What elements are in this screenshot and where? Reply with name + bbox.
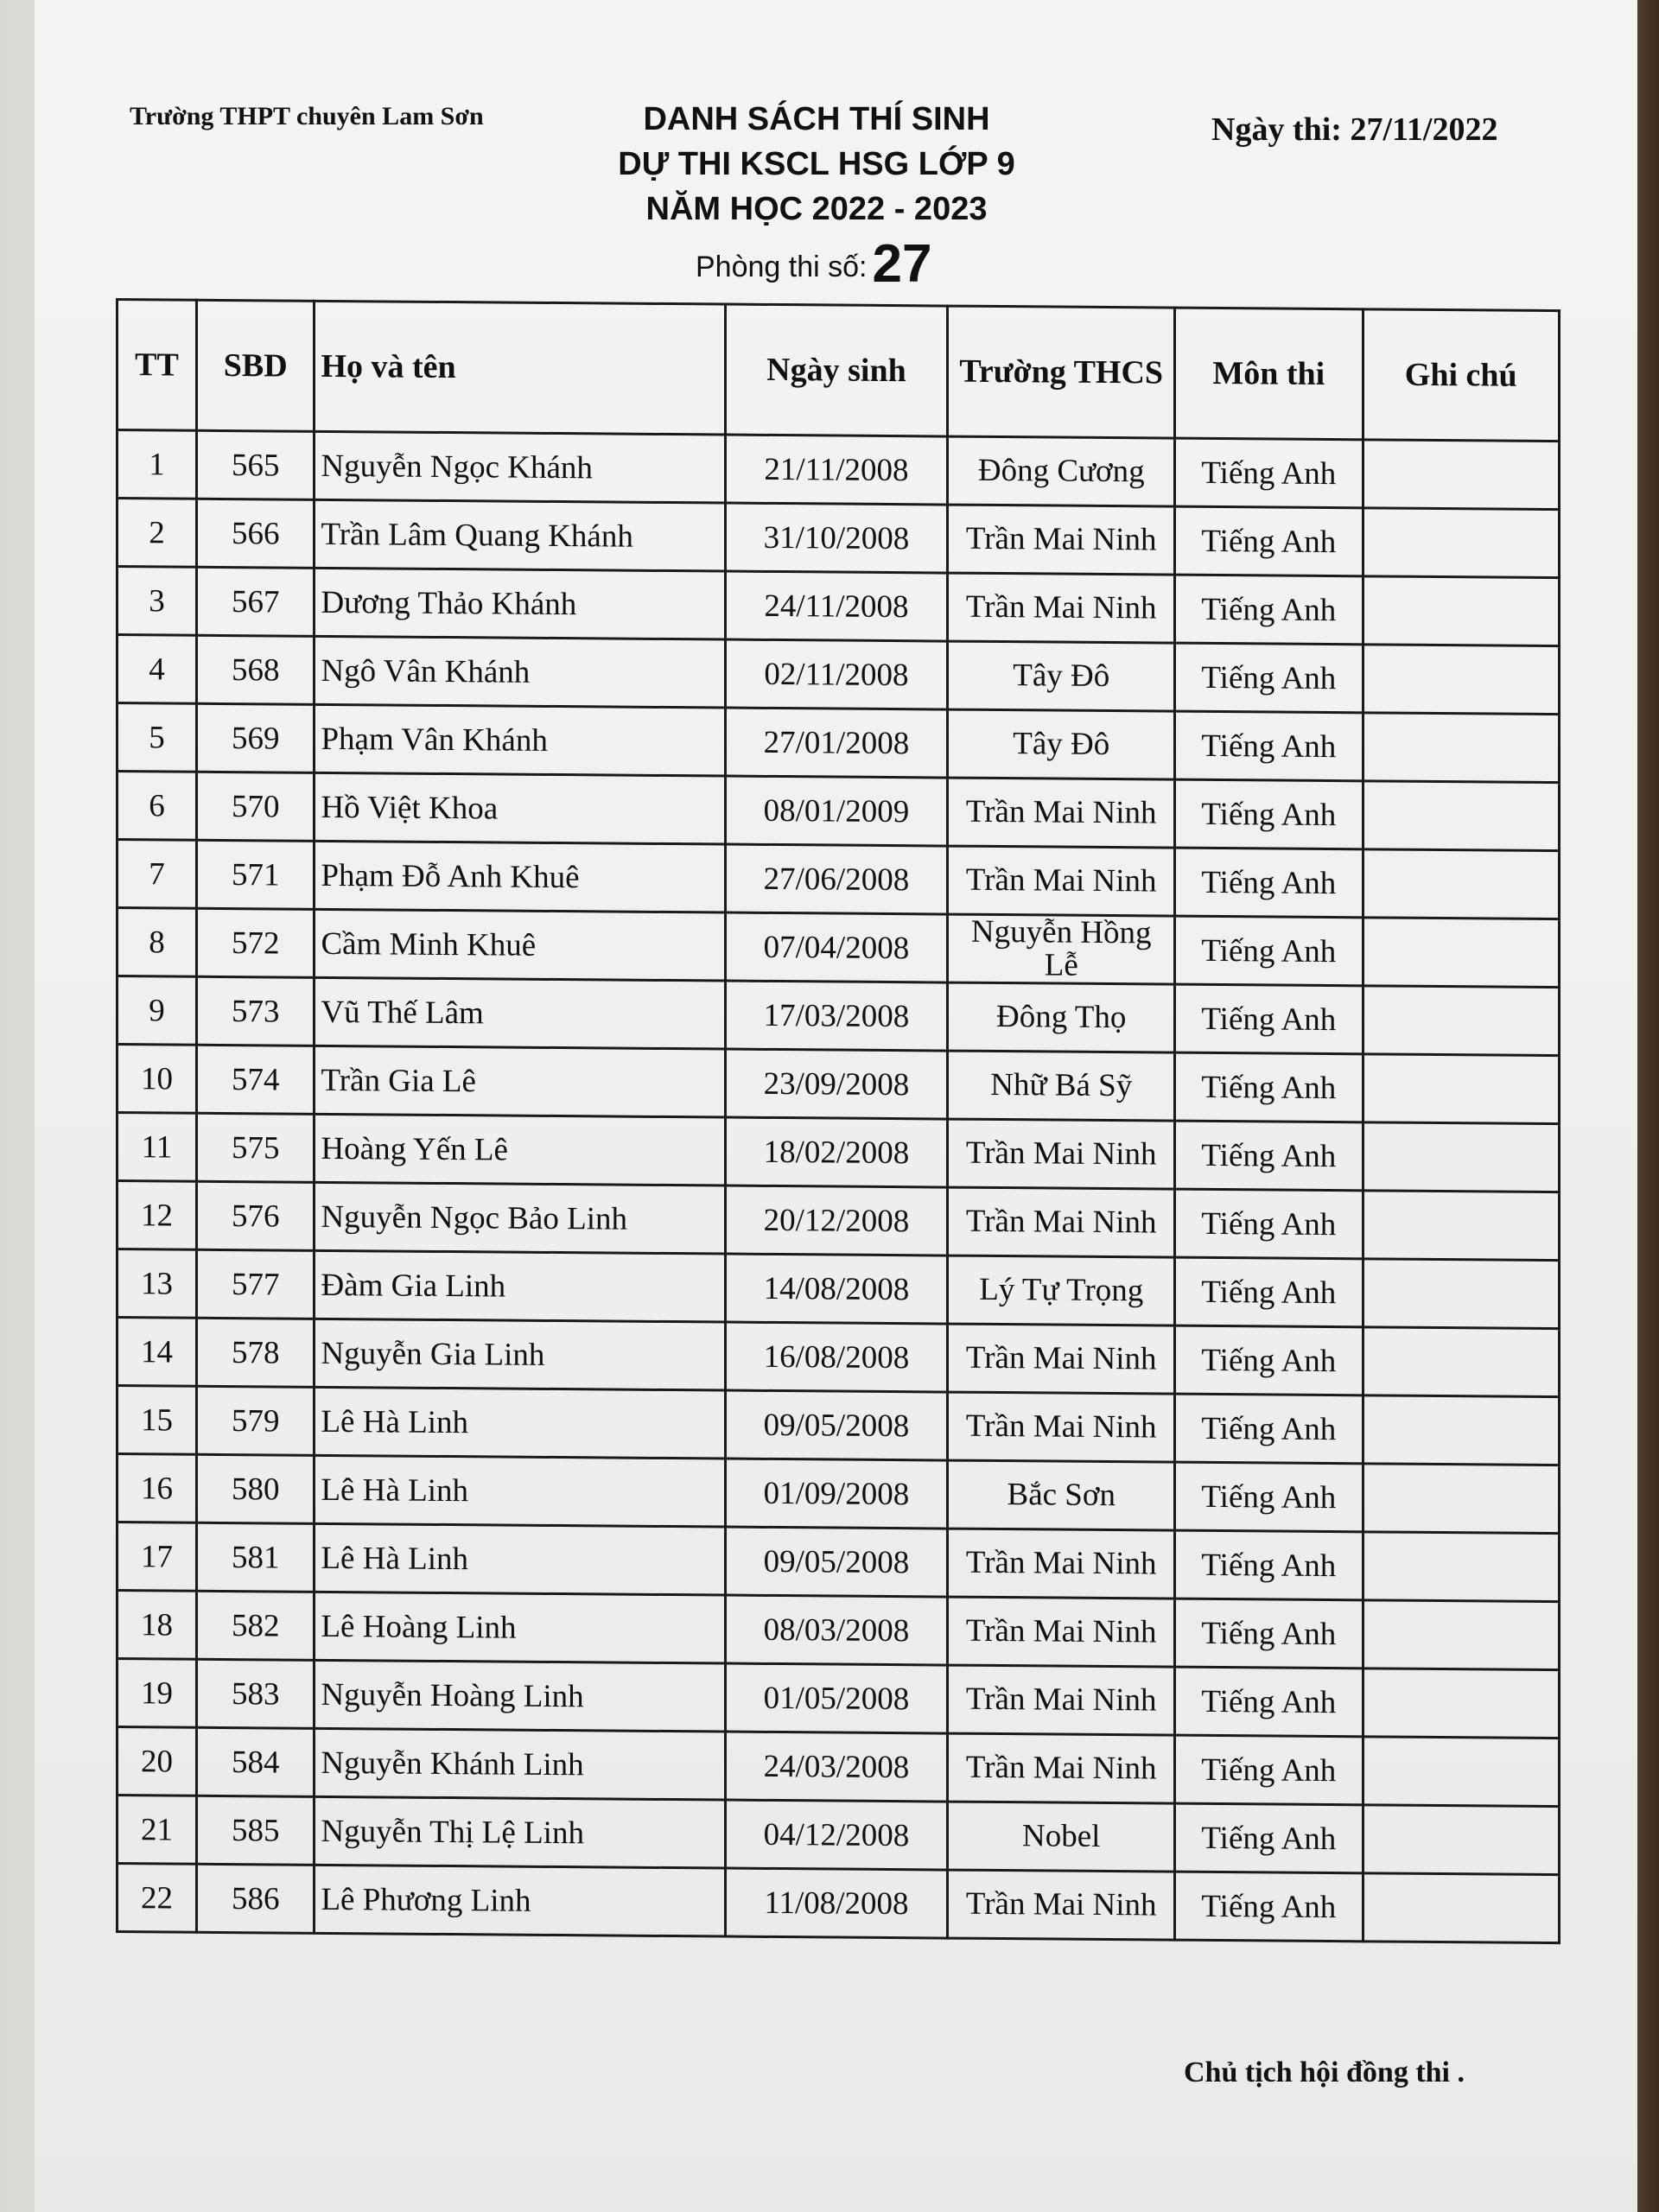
cell-tt: 10 xyxy=(118,1045,197,1114)
header-subject: Môn thi xyxy=(1175,308,1363,440)
cell-name: Hoàng Yến Lê xyxy=(315,1114,725,1185)
cell-subject: Tiếng Anh xyxy=(1175,848,1363,918)
cell-subject: Tiếng Anh xyxy=(1175,1394,1363,1464)
cell-sbd: 566 xyxy=(196,499,314,568)
cell-sbd: 575 xyxy=(196,1113,314,1182)
cell-sbd: 571 xyxy=(196,840,314,909)
cell-dob: 24/11/2008 xyxy=(725,571,948,641)
cell-note xyxy=(1363,781,1560,851)
cell-dob: 27/01/2008 xyxy=(725,708,948,778)
cell-subject: Tiếng Anh xyxy=(1175,1325,1363,1395)
cell-tt: 13 xyxy=(118,1249,197,1319)
cell-note xyxy=(1363,440,1560,510)
cell-name: Phạm Vân Khánh xyxy=(315,704,725,776)
table-row xyxy=(118,1522,1560,1602)
cell-name: Phạm Đỗ Anh Khuê xyxy=(315,841,725,912)
table-row xyxy=(118,1659,1560,1738)
table-row xyxy=(118,1386,1560,1465)
cell-name: Vũ Thế Lâm xyxy=(315,977,725,1049)
cell-note xyxy=(1363,1737,1560,1807)
cell-dob: 23/09/2008 xyxy=(725,1049,948,1119)
cell-tt: 19 xyxy=(118,1659,197,1728)
cell-school: Trần Mai Ninh xyxy=(948,778,1175,848)
cell-dob: 04/12/2008 xyxy=(725,1800,948,1870)
cell-note xyxy=(1363,918,1560,988)
cell-school: Trần Mai Ninh xyxy=(948,505,1175,575)
cell-school: Trần Mai Ninh xyxy=(948,1187,1175,1257)
cell-school: Trần Mai Ninh xyxy=(948,1119,1175,1189)
cell-school: Đông Thọ xyxy=(948,982,1175,1052)
cell-sbd: 574 xyxy=(196,1045,314,1114)
cell-tt: 3 xyxy=(118,567,197,636)
title-line-2: DỰ THI KSCL HSG LỚP 9 xyxy=(618,146,1015,182)
cell-subject: Tiếng Anh xyxy=(1175,1257,1363,1327)
title-line-3: NĂM HỌC 2022 - 2023 xyxy=(645,191,988,227)
cell-note xyxy=(1363,849,1560,919)
header-sbd: SBD xyxy=(196,300,314,431)
school-name: Trường THPT chuyên Lam Sơn xyxy=(130,102,484,130)
room-label: Phòng thi số: xyxy=(696,251,868,283)
header-tt: TT xyxy=(118,300,197,431)
cell-name: Nguyễn Thị Lệ Linh xyxy=(315,1796,725,1868)
cell-name: Nguyễn Hoàng Linh xyxy=(315,1660,725,1732)
cell-tt: 8 xyxy=(118,908,197,977)
cell-note xyxy=(1363,1327,1560,1397)
cell-dob: 01/09/2008 xyxy=(725,1459,948,1529)
table-row xyxy=(118,635,1560,715)
cell-subject: Tiếng Anh xyxy=(1175,1462,1363,1532)
cell-dob: 09/05/2008 xyxy=(725,1390,948,1460)
cell-tt: 1 xyxy=(118,430,197,499)
cell-subject: Tiếng Anh xyxy=(1175,779,1363,849)
cell-dob: 11/08/2008 xyxy=(725,1868,948,1938)
table-row xyxy=(118,703,1560,783)
cell-sbd: 570 xyxy=(196,772,314,841)
cell-sbd: 583 xyxy=(196,1659,314,1728)
table-row xyxy=(118,1249,1560,1329)
cell-note xyxy=(1363,1805,1560,1875)
cell-sbd: 579 xyxy=(196,1386,314,1455)
header-school: Trường THCS xyxy=(948,306,1175,438)
cell-sbd: 578 xyxy=(196,1318,314,1387)
cell-school: Trần Mai Ninh xyxy=(948,1392,1175,1462)
cell-dob: 27/06/2008 xyxy=(725,844,948,914)
header-name: Họ và tên xyxy=(315,301,725,435)
cell-dob: 02/11/2008 xyxy=(725,639,948,709)
cell-sbd: 573 xyxy=(196,976,314,1046)
table-row xyxy=(118,1796,1560,1875)
cell-sbd: 585 xyxy=(196,1796,314,1865)
cell-subject: Tiếng Anh xyxy=(1175,916,1363,986)
cell-tt: 4 xyxy=(118,635,197,704)
cell-subject: Tiếng Anh xyxy=(1175,711,1363,781)
cell-school: Trần Mai Ninh xyxy=(948,573,1175,643)
cell-subject: Tiếng Anh xyxy=(1175,1530,1363,1600)
cell-note xyxy=(1363,645,1560,715)
cell-dob: 18/02/2008 xyxy=(725,1117,948,1187)
cell-school: Trần Mai Ninh xyxy=(948,1870,1175,1940)
cell-note xyxy=(1363,1395,1560,1465)
document-title xyxy=(493,97,1141,232)
cell-dob: 14/08/2008 xyxy=(725,1254,948,1324)
cell-note xyxy=(1363,1191,1560,1261)
cell-school: Đông Cương xyxy=(948,436,1175,506)
cell-note xyxy=(1363,986,1560,1056)
cell-note xyxy=(1363,1259,1560,1329)
cell-school: Tây Đô xyxy=(948,709,1175,779)
cell-name: Lê Phương Linh xyxy=(315,1865,725,1936)
cell-sbd: 565 xyxy=(196,430,314,499)
cell-tt: 2 xyxy=(118,499,197,568)
cell-school: Trần Mai Ninh xyxy=(948,1665,1175,1735)
cell-tt: 6 xyxy=(118,772,197,841)
cell-subject: Tiếng Anh xyxy=(1175,438,1363,508)
cell-school: Nhữ Bá Sỹ xyxy=(948,1051,1175,1121)
room-number: 27 xyxy=(872,234,932,294)
table-row xyxy=(118,772,1560,851)
cell-name: Nguyễn Ngọc Khánh xyxy=(315,431,725,503)
cell-note xyxy=(1363,1873,1560,1943)
cell-name: Cầm Minh Khuê xyxy=(315,909,725,981)
signature-label: Chủ tịch hội đồng thi . xyxy=(1184,2056,1465,2088)
cell-sbd: 580 xyxy=(196,1454,314,1523)
cell-name: Trần Lâm Quang Khánh xyxy=(315,499,725,571)
cell-note xyxy=(1363,1122,1560,1192)
cell-school: Trần Mai Ninh xyxy=(948,1529,1175,1599)
cell-note xyxy=(1363,1464,1560,1534)
cell-note xyxy=(1363,713,1560,783)
cell-sbd: 584 xyxy=(196,1727,314,1796)
cell-school: Lý Tự Trọng xyxy=(948,1255,1175,1325)
cell-school: Nobel xyxy=(948,1802,1175,1872)
table-row xyxy=(118,976,1560,1056)
cell-tt: 22 xyxy=(118,1864,197,1933)
cell-name: Trần Gia Lê xyxy=(315,1046,725,1117)
cell-school: Trần Mai Ninh xyxy=(948,1597,1175,1667)
table-row xyxy=(118,1591,1560,1670)
cell-tt: 9 xyxy=(118,976,197,1046)
cell-dob: 21/11/2008 xyxy=(725,435,948,505)
cell-sbd: 582 xyxy=(196,1591,314,1660)
cell-dob: 09/05/2008 xyxy=(725,1527,948,1597)
exam-date: Ngày thi: 27/11/2022 xyxy=(1211,111,1498,148)
header-note: Ghi chú xyxy=(1363,309,1560,442)
cell-name: Lê Hoàng Linh xyxy=(315,1592,725,1663)
header-dob: Ngày sinh xyxy=(725,304,948,436)
table-row xyxy=(118,1113,1560,1192)
cell-sbd: 586 xyxy=(196,1864,314,1933)
cell-dob: 01/05/2008 xyxy=(725,1663,948,1733)
cell-tt: 20 xyxy=(118,1727,197,1796)
cell-dob: 16/08/2008 xyxy=(725,1322,948,1392)
cell-school: Tây Đô xyxy=(948,641,1175,711)
table-row xyxy=(118,1727,1560,1807)
cell-tt: 5 xyxy=(118,703,197,772)
table-row xyxy=(118,1864,1560,1943)
cell-note xyxy=(1363,1669,1560,1738)
cell-tt: 14 xyxy=(118,1318,197,1387)
cell-name: Nguyễn Ngọc Bảo Linh xyxy=(315,1182,725,1254)
cell-subject: Tiếng Anh xyxy=(1175,643,1363,713)
cell-sbd: 577 xyxy=(196,1249,314,1319)
cell-tt: 17 xyxy=(118,1522,197,1592)
cell-subject: Tiếng Anh xyxy=(1175,1052,1363,1122)
cell-school: Trần Mai Ninh xyxy=(948,1733,1175,1803)
cell-note xyxy=(1363,576,1560,646)
table-row xyxy=(118,499,1560,578)
cell-dob: 24/03/2008 xyxy=(725,1732,948,1802)
cell-dob: 08/01/2009 xyxy=(725,776,948,846)
table-row xyxy=(118,430,1560,510)
table-row xyxy=(118,1318,1560,1397)
cell-subject: Tiếng Anh xyxy=(1175,1121,1363,1191)
cell-subject: Tiếng Anh xyxy=(1175,506,1363,576)
cell-subject: Tiếng Anh xyxy=(1175,1667,1363,1737)
cell-subject: Tiếng Anh xyxy=(1175,1735,1363,1805)
cell-school: Bắc Sơn xyxy=(948,1460,1175,1530)
cell-name: Lê Hà Linh xyxy=(315,1523,725,1595)
cell-dob: 17/03/2008 xyxy=(725,981,948,1051)
cell-sbd: 572 xyxy=(196,908,314,977)
cell-name: Dương Thảo Khánh xyxy=(315,568,725,639)
cell-tt: 16 xyxy=(118,1454,197,1523)
cell-tt: 11 xyxy=(118,1113,197,1182)
cell-tt: 21 xyxy=(118,1796,197,1865)
cell-name: Nguyễn Gia Linh xyxy=(315,1319,725,1390)
table-row xyxy=(118,1045,1560,1124)
cell-dob: 31/10/2008 xyxy=(725,503,948,573)
table-row xyxy=(118,840,1560,919)
cell-note xyxy=(1363,1532,1560,1602)
cell-name: Lê Hà Linh xyxy=(315,1455,725,1527)
cell-dob: 20/12/2008 xyxy=(725,1185,948,1255)
cell-dob: 08/03/2008 xyxy=(725,1595,948,1665)
cell-tt: 7 xyxy=(118,840,197,909)
cell-name: Ngô Vân Khánh xyxy=(315,636,725,708)
cell-tt: 12 xyxy=(118,1181,197,1250)
candidate-table xyxy=(116,298,1560,1944)
cell-tt: 15 xyxy=(118,1386,197,1455)
cell-note xyxy=(1363,1054,1560,1124)
table-row xyxy=(118,1454,1560,1534)
cell-school: Nguyễn Hồng Lễ xyxy=(948,914,1175,984)
cell-subject: Tiếng Anh xyxy=(1175,575,1363,645)
cell-note xyxy=(1363,1600,1560,1670)
table-row xyxy=(118,567,1560,646)
cell-school: Trần Mai Ninh xyxy=(948,1324,1175,1394)
cell-name: Nguyễn Khánh Linh xyxy=(315,1728,725,1800)
cell-subject: Tiếng Anh xyxy=(1175,1803,1363,1873)
room-info xyxy=(696,233,931,295)
cell-sbd: 569 xyxy=(196,703,314,772)
cell-sbd: 568 xyxy=(196,635,314,704)
cell-school: Trần Mai Ninh xyxy=(948,846,1175,916)
cell-subject: Tiếng Anh xyxy=(1175,1872,1363,1942)
cell-sbd: 567 xyxy=(196,567,314,636)
cell-subject: Tiếng Anh xyxy=(1175,984,1363,1054)
cell-subject: Tiếng Anh xyxy=(1175,1599,1363,1669)
table-header-row xyxy=(118,300,1560,442)
cell-tt: 18 xyxy=(118,1591,197,1660)
cell-name: Đàm Gia Linh xyxy=(315,1250,725,1322)
cell-name: Hồ Việt Khoa xyxy=(315,772,725,844)
cell-dob: 07/04/2008 xyxy=(725,912,948,982)
table-row xyxy=(118,1181,1560,1261)
cell-note xyxy=(1363,508,1560,578)
title-line-1: DANH SÁCH THÍ SINH xyxy=(643,101,990,137)
cell-name: Lê Hà Linh xyxy=(315,1387,725,1459)
table-body xyxy=(118,430,1560,1943)
table-row xyxy=(118,908,1560,988)
cell-sbd: 581 xyxy=(196,1522,314,1592)
cell-subject: Tiếng Anh xyxy=(1175,1189,1363,1259)
cell-sbd: 576 xyxy=(196,1181,314,1250)
